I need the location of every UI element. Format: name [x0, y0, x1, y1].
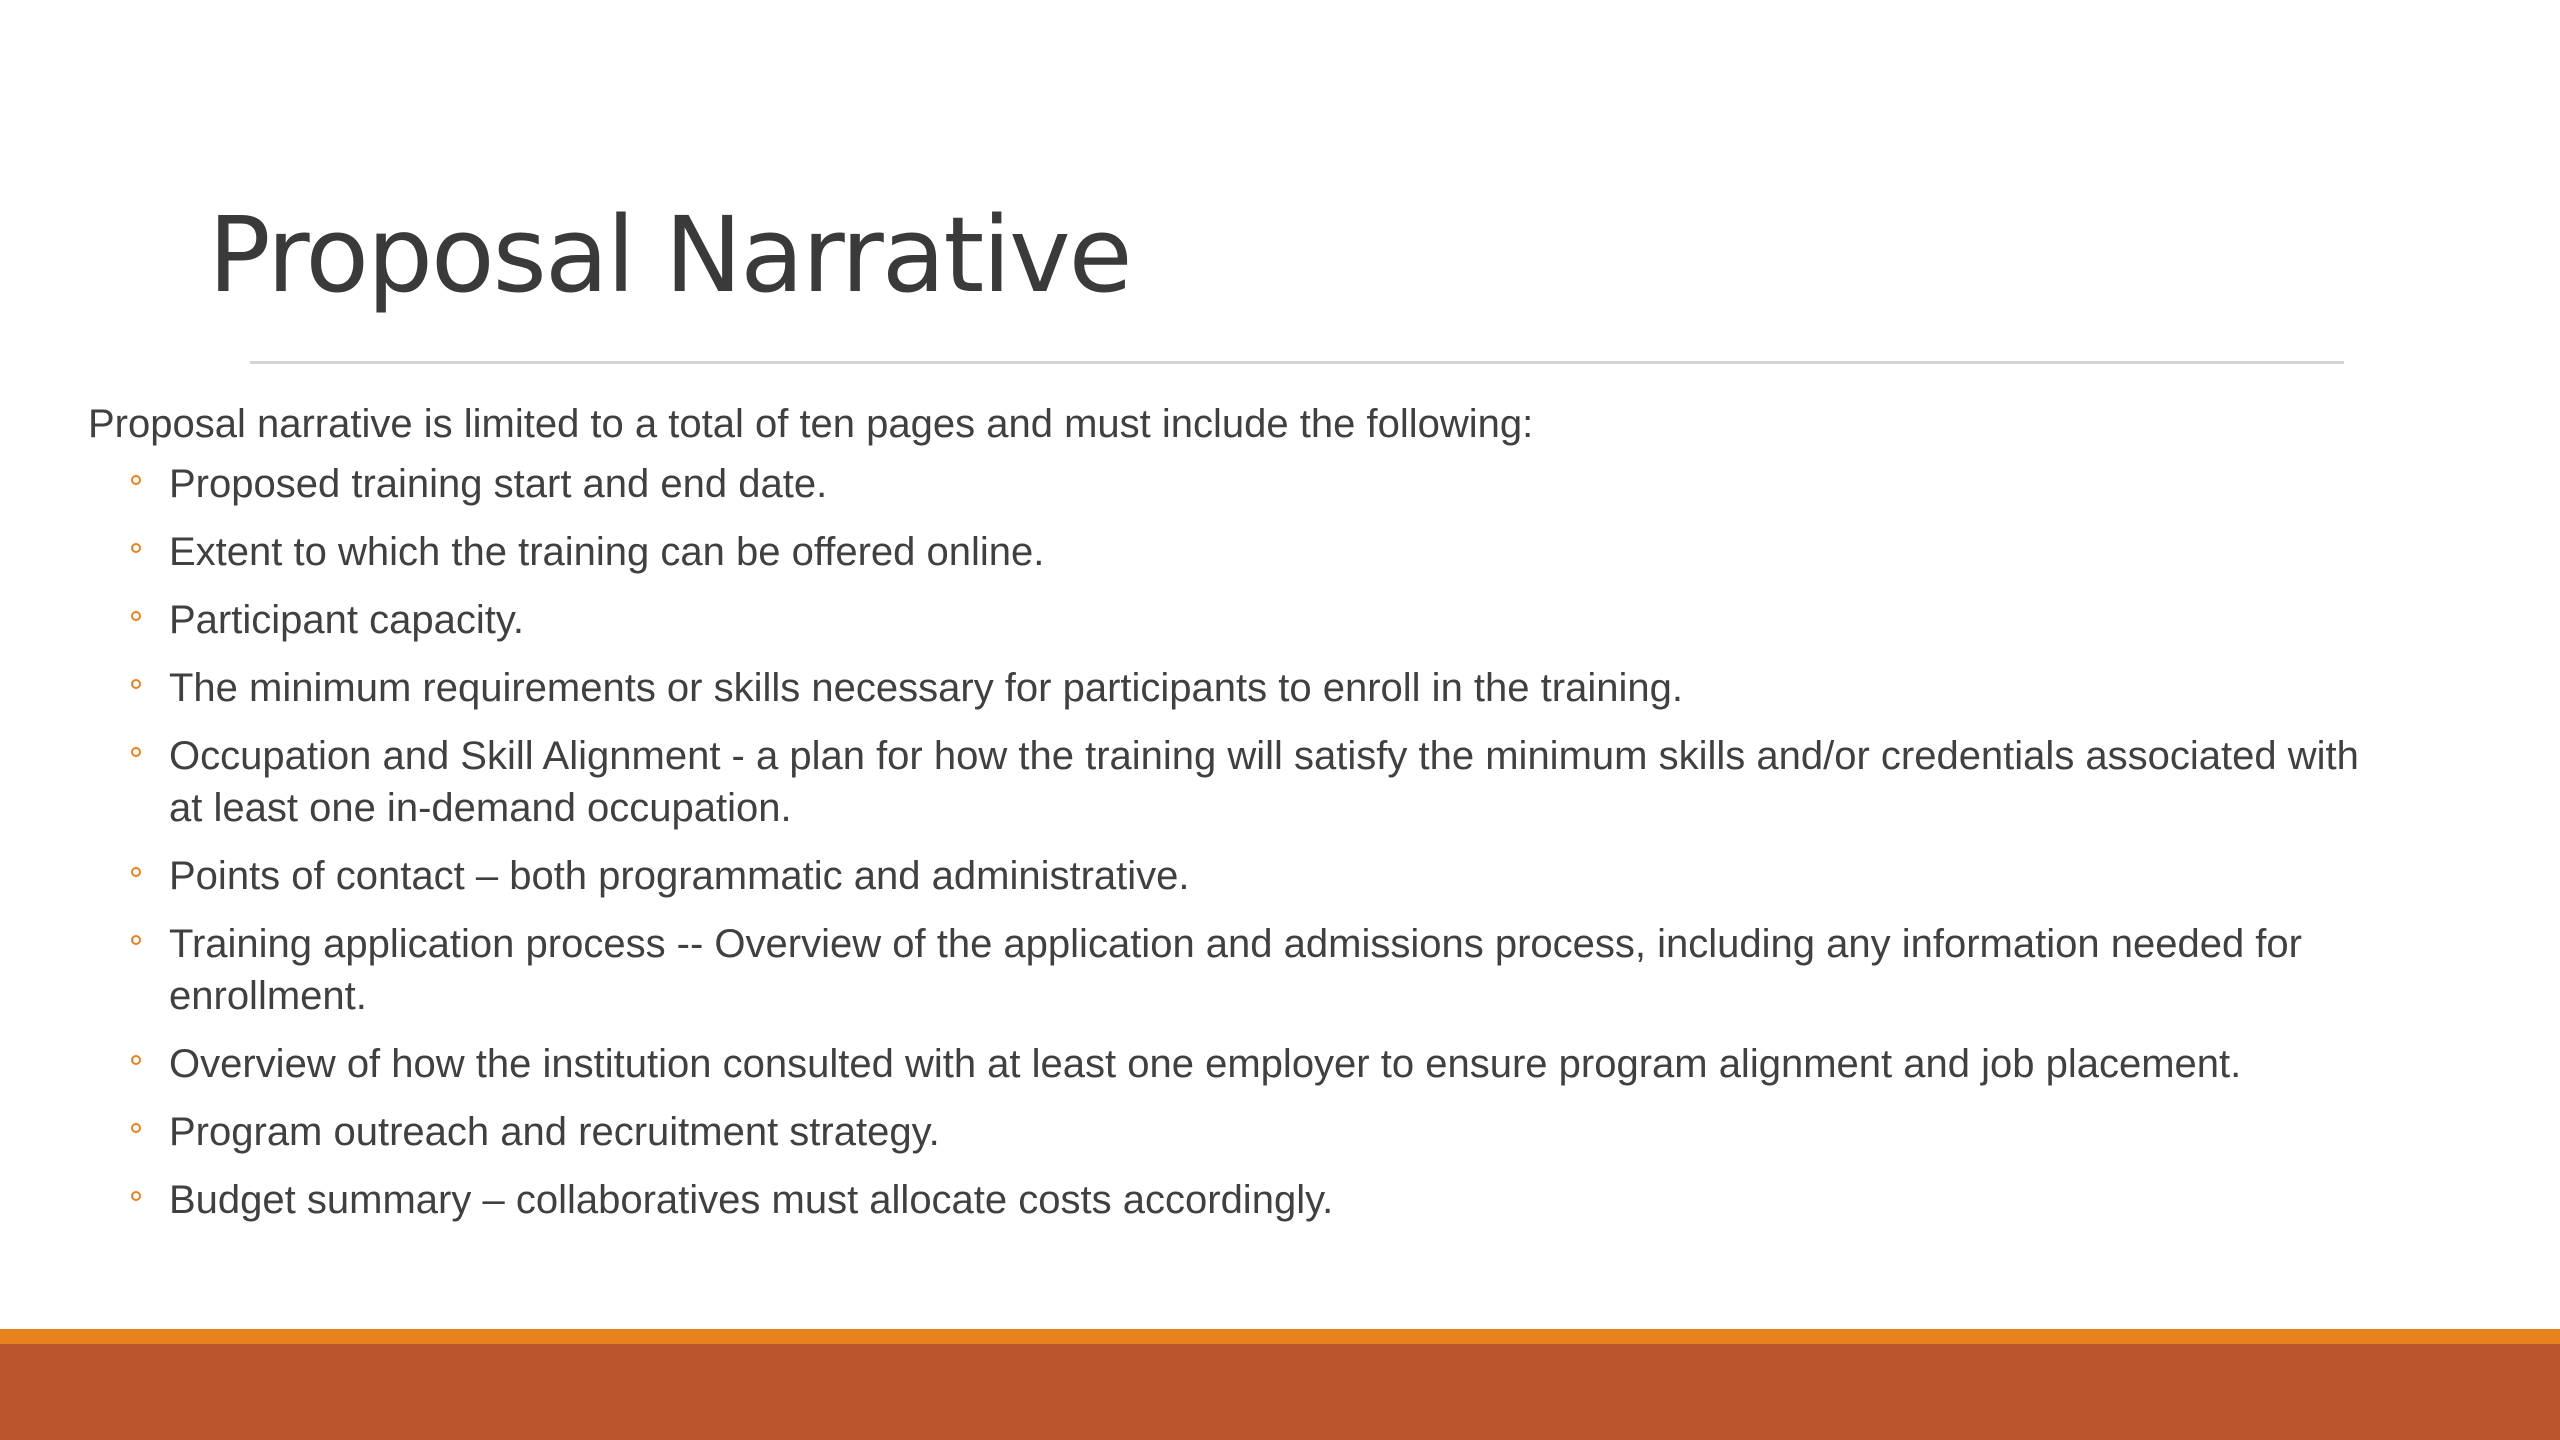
list-item-text: Participant capacity.: [169, 598, 524, 642]
list-item-text: Overview of how the institution consulted with at least one employer to ensure program alignment and job placement.: [169, 1042, 2242, 1086]
list-item-text: The minimum requirements or skills necessary for participants to enroll in the training.: [169, 666, 1683, 710]
slide-title: Proposal Narrative: [208, 194, 1131, 316]
hollow-circle-bullet-icon: [131, 1055, 141, 1065]
intro-text: Proposal narrative is limited to a total of ten pages and must include the following:: [88, 402, 1534, 446]
hollow-circle-bullet-icon: [131, 475, 141, 485]
hollow-circle-bullet-icon: [131, 1191, 141, 1201]
list-item: [88, 1038, 2388, 1090]
hollow-circle-bullet-icon: [131, 611, 141, 621]
footer-band: [0, 1344, 2560, 1440]
footer-accent-stripe: [0, 1329, 2560, 1344]
list-item: [88, 458, 2388, 510]
list-item-text: Extent to which the training can be offered online.: [169, 530, 1045, 574]
list-item-text: Program outreach and recruitment strategy.: [169, 1110, 940, 1154]
list-item-text: Proposed training start and end date.: [169, 462, 828, 506]
title-divider: [250, 361, 2344, 364]
list-item-text: Points of contact – both programmatic and administrative.: [169, 854, 1190, 898]
hollow-circle-bullet-icon: [131, 867, 141, 877]
hollow-circle-bullet-icon: [131, 935, 141, 945]
hollow-circle-bullet-icon: [131, 679, 141, 689]
list-item: [88, 730, 2388, 834]
hollow-circle-bullet-icon: [131, 543, 141, 553]
list-item-text: Training application process -- Overview of the application and admissions process, including any information needed for enrollment.: [169, 922, 2302, 1018]
hollow-circle-bullet-icon: [131, 747, 141, 757]
list-item: [88, 594, 2388, 646]
slide-body: [88, 398, 2388, 1242]
list-item: [88, 526, 2388, 578]
list-item-text: Budget summary – collaboratives must allocate costs accordingly.: [169, 1178, 1334, 1222]
bullet-list: [88, 458, 2388, 1226]
list-item: [88, 1174, 2388, 1226]
list-item-text: Occupation and Skill Alignment - a plan for how the training will satisfy the minimum skills and/or credentials associated with at least one in-demand occupation.: [169, 734, 2359, 830]
list-item: [88, 918, 2388, 1022]
list-item: [88, 662, 2388, 714]
list-item: [88, 850, 2388, 902]
list-item: [88, 1106, 2388, 1158]
hollow-circle-bullet-icon: [131, 1123, 141, 1133]
